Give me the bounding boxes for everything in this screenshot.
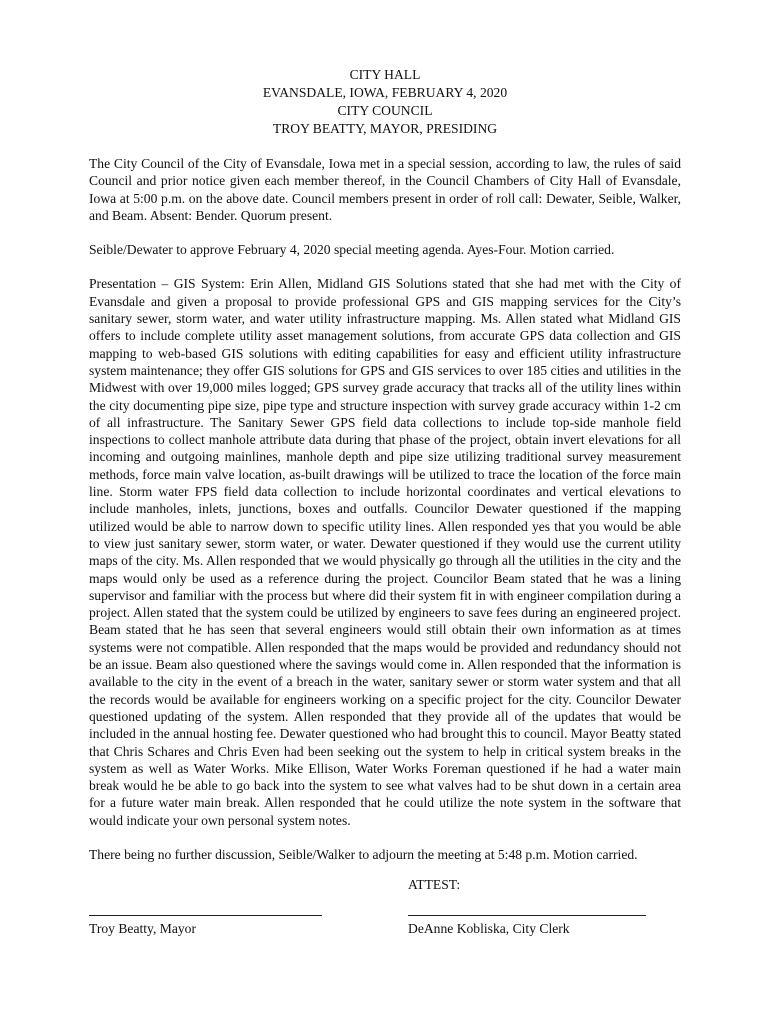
clerk-name: DeAnne Kobliska, City Clerk: [408, 921, 570, 937]
agenda-paragraph: Seible/Dewater to approve February 4, 2020 special meeting agenda. Ayes-Four. Motion carried.: [89, 242, 615, 258]
header-body: CITY COUNCIL: [337, 103, 433, 118]
header-presiding: TROY BEATTY, MAYOR, PRESIDING: [272, 121, 498, 136]
clerk-signature: [408, 915, 646, 937]
document-header: [89, 66, 681, 138]
mayor-signature: [89, 915, 322, 937]
attest-label: ATTEST:: [408, 877, 461, 893]
signature-block: [89, 915, 681, 955]
mayor-name: Troy Beatty, Mayor: [89, 921, 196, 937]
minutes-page: [89, 66, 681, 955]
presentation-paragraph: Presentation – GIS System: Erin Allen, Midland GIS Solutions stated that she had met with the City of Evansdale and given a proposal to provide professional GPS and GIS mapping services for the City’s sanitary sewer, storm water, and water utility infrastructure mapping. Ms. Allen stated what Midland GIS offers to include complete utility asset management solutions, from accurate GPS data collection and GIS mapping to web-based GIS solutions with editing capabilities for easy and efficient utility infrastructure system maintenance; they offer GIS solutions for GPS and GIS services to over 185 cities and utilities in the Midwest with over 19,000 miles logged; GPS survey grade accuracy that tracks all of the utility lines within the city documenting pipe size, pipe type and structure inspection with survey grade accuracy within 1-2 cm of all infrastructure. The Sanitary Sewer GPS field data collections to include top-side manhole field inspections to collect manhole attribute data during that phase of the project, obtain invert elevations for all incoming and outgoing mainlines, manhole depth and pipe size utilizing traditional survey measurement methods, force main valve location, as-built drawings will be utilized to trace the location of the force main line. Storm water FPS field data collection to include horizontal coordinates and vertical elevations to include manholes, inlets, junctions, boxes and outfalls. Councilor Dewater questioned if the mapping utilized would be able to narrow down to specific utility lines. Allen responded yes that you would be able to view just sanitary sewer, storm water, or water. Dewater questioned if they would use the current utility maps of the city. Ms. Allen responded that we would physically go through all the utilities in the city and the maps would only be used as a reference during the project. Councilor Beam stated that he was a lining supervisor and familiar with the process but where did their system fit in with engineer compilation during a project. Allen stated that the system could be utilized by engineers to save fees during an engineered project. Beam stated that he has seen that several engineers would still obtain their own information as at times systems were not compatible. Allen responded that the maps would be provided and redundancy should not be an issue. Beam also questioned where the savings would come in. Allen responded that the information is available to the city in the event of a breach in the water, sanitary sewer or storm water system and that all the records would be available for engineers working on a specific project for the city. Councilor Dewater questioned updating of the system. Allen responded that they provide all of the updates that would be included in the annual hosting fee. Dewater questioned who had brought this to council. Mayor Beatty stated that Chris Schares and Chris Even had been seeking out the system to help in critical system breaks in the system as well as Water Works. Mike Ellison, Water Works Foreman questioned if he had a water main break would he be able to go back into the system to see what valves had to be shut down in a certain area for a future water main break. Allen responded that he could utilize the note system in the software that would indicate your own personal system notes.: [89, 276, 681, 828]
header-location: CITY HALL: [349, 67, 421, 82]
mayor-signature-line: [89, 915, 322, 916]
opening-paragraph: The City Council of the City of Evansdale, Iowa met in a special session, according to law, the rules of said Council and prior notice given each member thereof, in the Council Chambers of City Hall of Evansdale, Iowa at 5:00 p.m. on the above date. Council members present in order of roll call: Dewater, Seible, Walker, and Beam. Absent: Bender. Quorum present.: [89, 156, 681, 223]
header-date: EVANSDALE, IOWA, FEBRUARY 4, 2020: [262, 85, 508, 100]
clerk-signature-line: [408, 915, 646, 916]
adjourn-paragraph: There being no further discussion, Seible/Walker to adjourn the meeting at 5:48 p.m. Motion carried.: [89, 846, 638, 862]
